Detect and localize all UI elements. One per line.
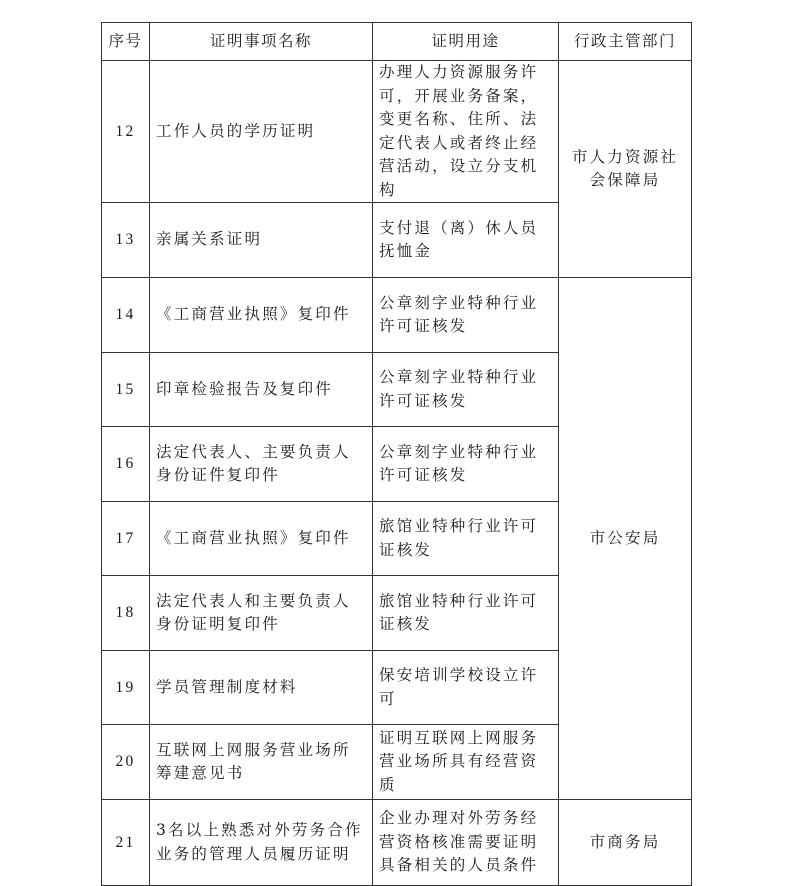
item-use: 公章刻字业特种行业许可证核发 (373, 353, 559, 427)
item-name: 3名以上熟悉对外劳务合作业务的管理人员履历证明 (150, 800, 373, 886)
table-header-row (102, 23, 692, 61)
item-use: 企业办理对外劳务经营资格核准需要证明具备相关的人员条件 (373, 800, 559, 886)
item-name: 法定代表人和主要负责人身份证明复印件 (150, 576, 373, 651)
item-name: 互联网上网服务营业场所筹建意见书 (150, 725, 373, 800)
item-name: 《工商营业执照》复印件 (150, 502, 373, 576)
item-use: 公章刻字业特种行业许可证核发 (373, 427, 559, 502)
item-use: 旅馆业特种行业许可证核发 (373, 576, 559, 651)
item-use: 公章刻字业特种行业许可证核发 (373, 278, 559, 353)
row-number: 16 (102, 427, 150, 502)
header-name: 证明事项名称 (150, 23, 373, 61)
table-row (102, 278, 692, 353)
department-hr: 市人力资源社会保障局 (559, 61, 692, 278)
row-number: 14 (102, 278, 150, 353)
header-no: 序号 (102, 23, 150, 61)
department-police: 市公安局 (559, 278, 692, 800)
item-use: 证明互联网上网服务营业场所具有经营资质 (373, 725, 559, 800)
row-number: 18 (102, 576, 150, 651)
header-use: 证明用途 (373, 23, 559, 61)
department-commerce: 市商务局 (559, 800, 692, 886)
item-name: 《工商营业执照》复印件 (150, 278, 373, 353)
row-number: 15 (102, 353, 150, 427)
row-number: 12 (102, 61, 150, 203)
row-number: 13 (102, 203, 150, 278)
item-use: 办理人力资源服务许可，开展业务备案，变更名称、住所、法定代表人或者终止经营活动，设立分支机构 (373, 61, 559, 203)
certificate-items-table (101, 22, 692, 886)
item-use: 支付退（离）休人员抚恤金 (373, 203, 559, 278)
table-row (102, 61, 692, 203)
item-name: 法定代表人、主要负责人身份证件复印件 (150, 427, 373, 502)
row-number: 21 (102, 800, 150, 886)
item-use: 保安培训学校设立许可 (373, 651, 559, 725)
item-name: 印章检验报告及复印件 (150, 353, 373, 427)
table-row (102, 800, 692, 886)
header-dept: 行政主管部门 (559, 23, 692, 61)
row-number: 19 (102, 651, 150, 725)
item-use: 旅馆业特种行业许可证核发 (373, 502, 559, 576)
row-number: 20 (102, 725, 150, 800)
item-name: 学员管理制度材料 (150, 651, 373, 725)
item-name: 亲属关系证明 (150, 203, 373, 278)
item-name: 工作人员的学历证明 (150, 61, 373, 203)
row-number: 17 (102, 502, 150, 576)
